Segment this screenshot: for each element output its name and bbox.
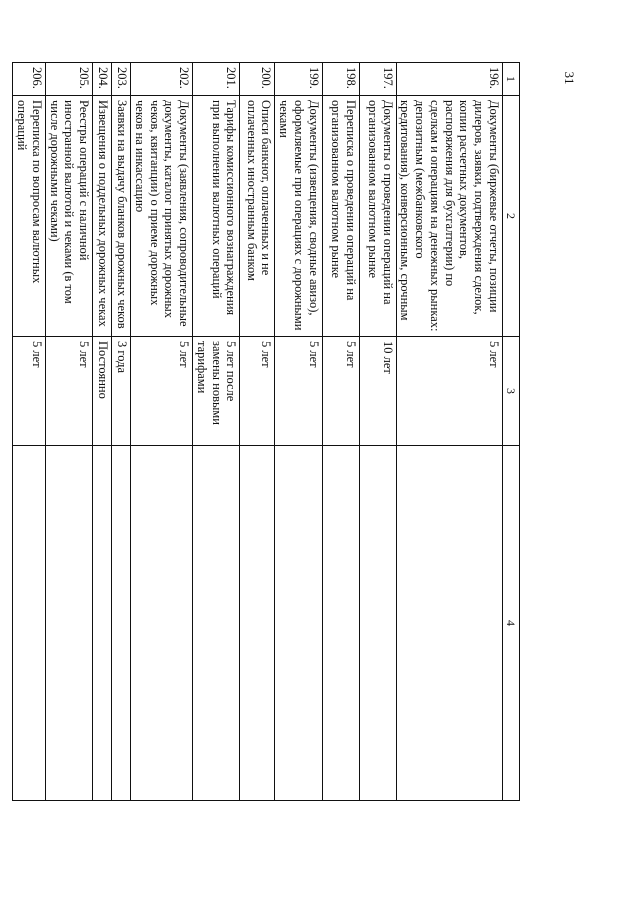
- row-number: 198.: [322, 63, 359, 96]
- row-note: [193, 446, 240, 801]
- row-note: [275, 446, 322, 801]
- header-cell: 2: [502, 96, 519, 337]
- row-note: [93, 446, 112, 801]
- row-retention-term: Постоянно: [93, 337, 112, 446]
- row-description: Заявки на выдачу бланков дорожных чеков: [112, 96, 131, 337]
- table-row: [359, 63, 396, 801]
- row-number: 201.: [193, 63, 240, 96]
- table-row: [93, 63, 112, 801]
- row-note: [359, 446, 396, 801]
- row-description: Тарифы комиссионного вознаграждения при выполнении валютных операций: [193, 96, 240, 337]
- header-cell: 3: [502, 337, 519, 446]
- row-description: Переписка о проведении операций на организованном валютном рынке: [322, 96, 359, 337]
- row-description: Документы о проведении операций на организованном валютном рынке: [359, 96, 396, 337]
- row-note: [13, 446, 46, 801]
- table-row: [131, 63, 193, 801]
- table-row: [275, 63, 322, 801]
- table-row: [193, 63, 240, 801]
- table-row: [240, 63, 275, 801]
- header-row: [502, 63, 519, 801]
- row-retention-term: 5 лет: [45, 337, 92, 446]
- row-note: [131, 446, 193, 801]
- table-row: [396, 63, 502, 801]
- row-description: Извещения о поддельных дорожных чеках: [93, 96, 112, 337]
- row-retention-term: 5 лет: [275, 337, 322, 446]
- row-retention-term: 3 года: [112, 337, 131, 446]
- row-note: [396, 446, 502, 801]
- row-description: Переписка по вопросам валютных операций: [13, 96, 46, 337]
- row-retention-term: 5 лет: [396, 337, 502, 446]
- row-description: Описи банкнот, оплаченных и не оплаченных иностранным банком: [240, 96, 275, 337]
- row-note: [45, 446, 92, 801]
- row-number: 202.: [131, 63, 193, 96]
- header-cell: 4: [502, 446, 519, 801]
- row-note: [322, 446, 359, 801]
- page-number: 31: [562, 71, 577, 85]
- document-table: [12, 62, 520, 801]
- row-number: 206.: [13, 63, 46, 96]
- table-row: [112, 63, 131, 801]
- row-number: 196.: [396, 63, 502, 96]
- rotated-table-container: [15, 62, 520, 800]
- table-row: [322, 63, 359, 801]
- row-retention-term: 5 лет: [13, 337, 46, 446]
- table-row: [45, 63, 92, 801]
- row-retention-term: 5 лет: [240, 337, 275, 446]
- row-retention-term: 5 лет после замены новыми тарифами: [193, 337, 240, 446]
- row-description: Документы (биржевые отчеты, позиции дилеров, заявки, подтверждения сделок, копии расчетных документов, распоряжения для бухгалтерии) по сделкам и операциям на денежных рынках: депозитным (межбанковского кредитования), конверсионным, срочным: [396, 96, 502, 337]
- row-description: Реестры операций с наличной иностранной валютой и чеками (в том числе дорожными чеками): [45, 96, 92, 337]
- row-number: 200.: [240, 63, 275, 96]
- row-description: Документы (извещения, сводные авизо), оформляемые при операциях с дорожными чеками: [275, 96, 322, 337]
- table-row: [13, 63, 46, 801]
- row-retention-term: 10 лет: [359, 337, 396, 446]
- header-cell: 1: [502, 63, 519, 96]
- row-retention-term: 5 лет: [131, 337, 193, 446]
- row-note: [240, 446, 275, 801]
- row-description: Документы (заявления, сопроводительные документы, каталог принятых дорожных чеков, квитанции) о приеме дорожных чеков на инкассацию: [131, 96, 193, 337]
- row-number: 197.: [359, 63, 396, 96]
- row-number: 203.: [112, 63, 131, 96]
- row-number: 204.: [93, 63, 112, 96]
- row-number: 199.: [275, 63, 322, 96]
- row-note: [112, 446, 131, 801]
- row-number: 205.: [45, 63, 92, 96]
- row-retention-term: 5 лет: [322, 337, 359, 446]
